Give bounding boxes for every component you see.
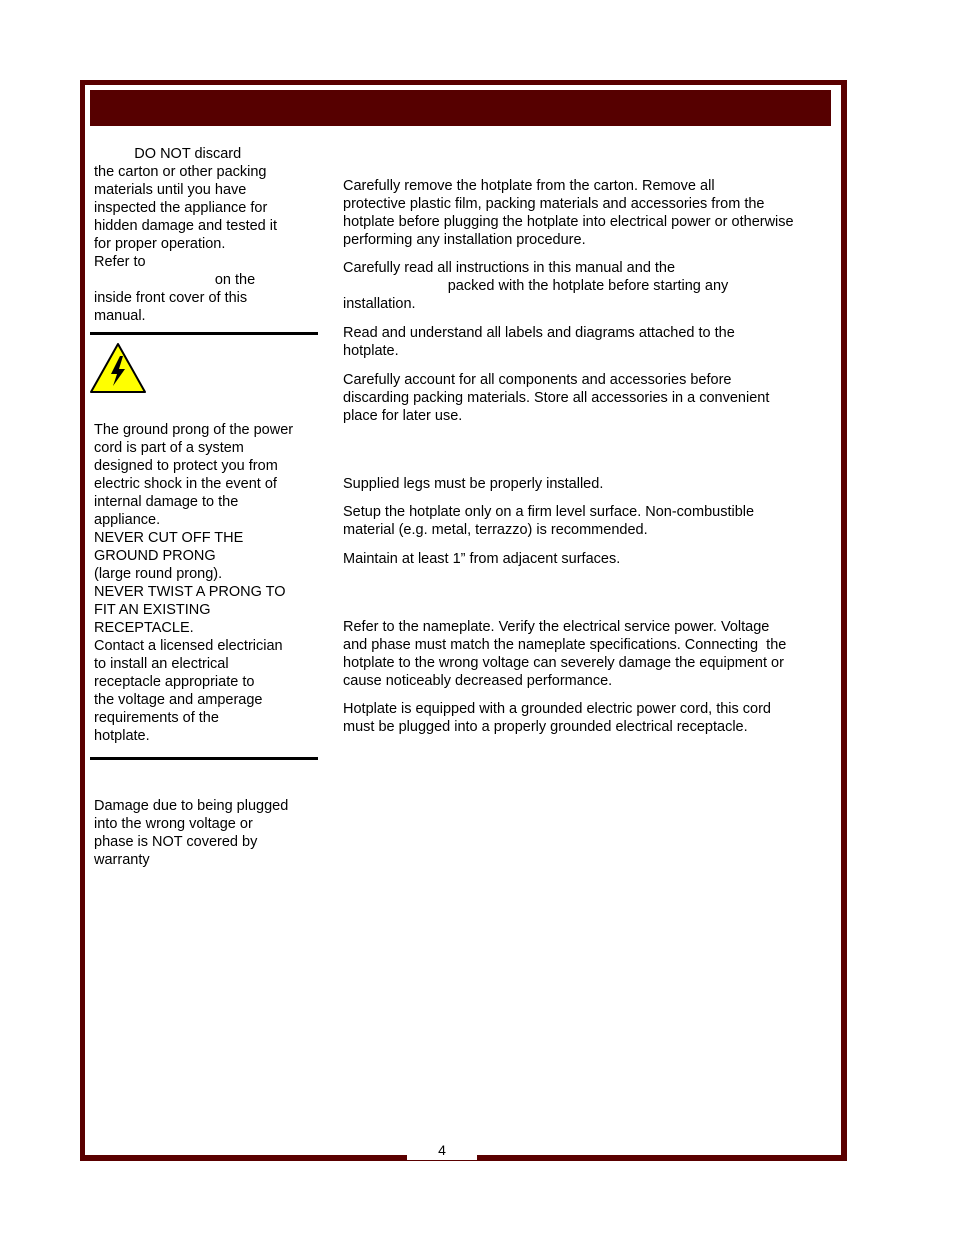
ground-line: the voltage and amperage [94,692,263,708]
caution-line: hidden damage and tested it [94,218,277,234]
voltage-line: Damage due to being plugged [94,798,289,814]
caution-line: manual. [94,308,146,324]
para-line: Maintain at least 1” from adjacent surfaces. [343,551,621,567]
page-number: 4 [438,1142,446,1158]
voltage-line: warranty [94,852,150,868]
ground-line: (large round prong). [94,566,223,582]
setup-para-3 [343,550,831,568]
ground-line: GROUND PRONG [94,548,216,564]
ground-line: receptacle appropriate to [94,674,255,690]
sidebar-ground-warning [94,421,318,745]
para-line: Refer to the nameplate. Verify the electrical service power. Voltage [343,619,770,635]
para-line: must be plugged into a properly grounded electrical receptacle. [343,719,748,735]
sidebar-voltage-note [94,797,318,869]
electrical-para-2 [343,700,831,736]
voltage-line: into the wrong voltage or [94,816,253,832]
para-line: Carefully account for all components and accessories before [343,372,732,388]
para-line: discarding packing materials. Store all accessories in a convenient [343,390,770,406]
caution-line: for proper operation. [94,236,226,252]
sidebar-divider [90,332,318,335]
para-line: Carefully read all instructions in this manual and the [343,260,676,276]
setup-para-1 [343,475,831,493]
para-line: Setup the hotplate only on a firm level surface. Non-combustible [343,504,755,520]
ground-line: hotplate. [94,728,150,744]
para-line: installation. [343,296,416,312]
para-line: Supplied legs must be properly installed. [343,476,604,492]
setup-para-2 [343,503,831,539]
voltage-line: phase is NOT covered by [94,834,258,850]
caution-line: DO NOT discard [94,146,242,162]
ground-line: Contact a licensed electrician [94,638,283,654]
high-voltage-warning-icon [89,342,147,394]
ground-line: NEVER TWIST A PRONG TO [94,584,286,600]
para-line: protective plastic film, packing materials and accessories from the [343,196,765,212]
caution-line: inside front cover of this [94,290,248,306]
para-line: hotplate. [343,343,399,359]
ground-line: cord is part of a system [94,440,244,456]
ground-line: The ground prong of the power [94,422,294,438]
ground-line: designed to protect you from [94,458,278,474]
para-line: performing any installation procedure. [343,232,586,248]
para-line: Carefully remove the hotplate from the carton. Remove all [343,178,715,194]
para-line: place for later use. [343,408,463,424]
unpacking-para-2 [343,259,831,313]
caution-line: on the [94,272,256,288]
caution-line: the carton or other packing [94,164,267,180]
section-header-bar [90,90,831,126]
ground-line: electric shock in the event of [94,476,277,492]
ground-line: RECEPTACLE. [94,620,194,636]
unpacking-para-1 [343,177,831,249]
caution-line: inspected the appliance for [94,200,268,216]
ground-line: FIT AN EXISTING [94,602,211,618]
sidebar-caution-note [94,145,318,325]
unpacking-para-3 [343,324,831,360]
ground-line: to install an electrical [94,656,229,672]
para-line: Hotplate is equipped with a grounded electric power cord, this cord [343,701,771,717]
para-line: Read and understand all labels and diagrams attached to the [343,325,735,341]
unpacking-para-4 [343,371,831,425]
ground-line: NEVER CUT OFF THE [94,530,244,546]
electrical-para-1 [343,618,831,690]
para-line: packed with the hotplate before starting any [343,278,729,294]
caution-line: Refer to [94,254,146,270]
para-line: hotplate before plugging the hotplate into electrical power or otherwise [343,214,794,230]
para-line: and phase must match the nameplate specifications. Connecting the [343,637,787,653]
para-line: hotplate to the wrong voltage can severely damage the equipment or [343,655,784,671]
para-line: cause noticeably decreased performance. [343,673,613,689]
caution-line: materials until you have [94,182,247,198]
ground-line: appliance. [94,512,161,528]
ground-line: internal damage to the [94,494,239,510]
ground-line: requirements of the [94,710,219,726]
para-line: material (e.g. metal, terrazzo) is recommended. [343,522,648,538]
sidebar-divider [90,757,318,760]
